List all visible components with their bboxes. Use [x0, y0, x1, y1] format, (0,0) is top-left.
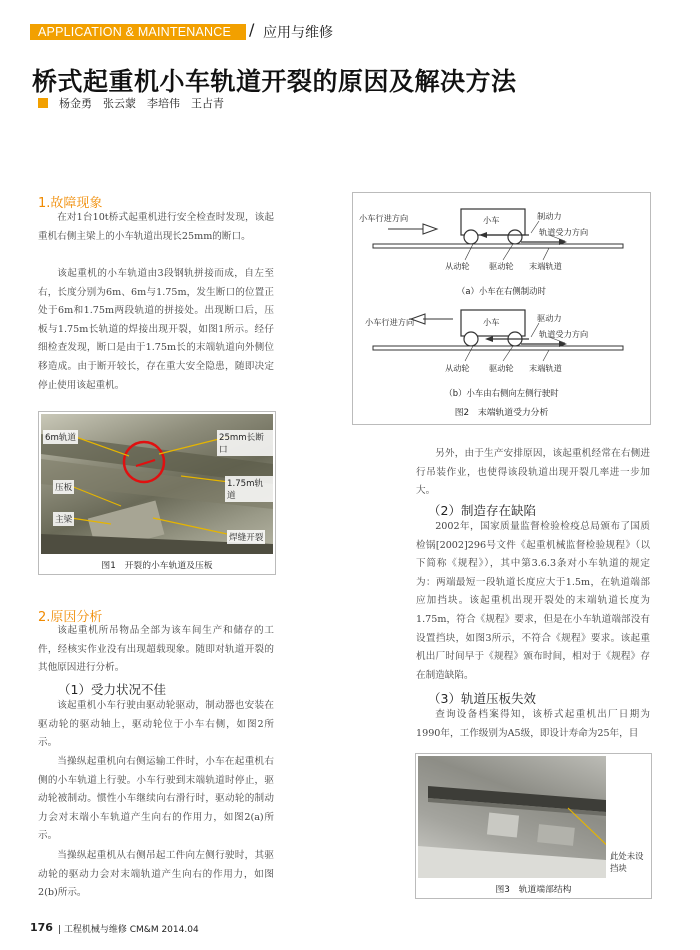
figure3-label: 此处未设挡块 [610, 851, 644, 873]
fig2b-caption: （b）小车由右侧向左侧行驶时 [444, 388, 559, 398]
subsection1-heading: （1）受力状况不佳 [58, 682, 166, 697]
section2-paragraph1: 该起重机所吊物品全部为该车间生产和储存的工件，经核实作业没有出现超载现象。随即对轨道开裂的其他原因进行分析。 [38, 625, 274, 674]
right-paragraph3: 查询设备档案得知，该桥式起重机出厂日期为1990年，工作级别为A5级，即设计寿命为25年，目 [416, 709, 650, 739]
article-title: 桥式起重机小车轨道开裂的原因及解决方法 [32, 67, 517, 96]
fig2b-drive-wheel: 驱动轮 [489, 363, 514, 373]
figure2-caption: 图2 末端轨道受力分析 [454, 408, 549, 418]
header-chinese: 应用与维修 [263, 25, 333, 41]
fig2a-direction: 小车行进方向 [359, 213, 409, 223]
figure3-caption: 图3 轨道端部结构 [495, 885, 572, 895]
subsection2-heading: （2）制造存在缺陷 [428, 503, 536, 518]
section2-heading: 2.原因分析 [38, 610, 103, 625]
section2-paragraph2: 该起重机小车行驶由驱动轮驱动，制动器也安装在驱动轮的驱动轴上，驱动轮位于小车右侧，如图2所示。 [38, 700, 274, 749]
fig2b-force: 驱动力 [537, 313, 562, 323]
fig2a-driven-wheel: 从动轮 [445, 261, 470, 271]
section1-paragraph2: 该起重机的小车轨道由3段钢轨拼接而成，自左至右，长度分别为6m、6m与1.75m，发生断口的位置正处于6m和1.75m两段轨道的拼接处。出现断口后，压板与1.75m长轨道的焊接出现开裂，如图1所示。经仔细检查发现，断口是由于1.75m长的末端轨道向外侧位移造成。由于断开较长，存在重大安全隐患，随即决定停止使用该起重机。 [38, 268, 274, 391]
page-number: 176 [30, 921, 53, 934]
authors: 杨金勇 张云蒙 李培伟 王占青 [59, 97, 224, 110]
label-weld: 焊缝开裂 [227, 530, 265, 544]
label-girder: 主梁 [53, 512, 74, 526]
fig2a-car: 小车 [483, 215, 500, 225]
fig2b-car: 小车 [483, 317, 500, 327]
figure1-caption: 图1 开裂的小车轨道及压板 [101, 561, 213, 571]
fig2b-end-rail: 末端轨道 [529, 363, 562, 373]
figure1-photo [41, 414, 273, 554]
figure3-photo [418, 756, 606, 878]
label-break: 25mm长断口 [217, 430, 273, 456]
section1-heading: 1.故障现象 [38, 196, 103, 211]
footer-journal: | 工程机械与维修 CM&M 2014.04 [58, 925, 199, 935]
fig2a-drive-wheel: 驱动轮 [489, 261, 514, 271]
section2-paragraph4: 当操纵起重机从右侧吊起工件向左侧行驶时，其驱动轮的驱动力会对末端轨道产生向右的作用力，如图2(b)所示。 [38, 850, 274, 899]
figure2 [352, 192, 651, 425]
section1-paragraph1: 在对1台10t桥式起重机进行安全检查时发现，该起重机右侧主梁上的小车轨道出现长25mm的断口。 [38, 212, 274, 242]
header-slash: / [249, 20, 255, 39]
subsection3-heading: （3）轨道压板失效 [428, 691, 536, 706]
fig2a-caption: （a）小车在右侧制动时 [457, 286, 546, 296]
fig2b-driven-wheel: 从动轮 [445, 363, 470, 373]
fig2b-rail-force: 轨道受力方向 [539, 329, 589, 339]
fig2a-end-rail: 末端轨道 [529, 261, 562, 271]
right-paragraph1: 另外，由于生产安排原因，该起重机经常在右侧进行吊装作业，也使得该段轨道出现开裂几率进一步加大。 [416, 448, 650, 497]
label-175m-rail: 1.75m轨道 [225, 476, 273, 502]
header-english: APPLICATION & MAINTENANCE [38, 25, 231, 39]
label-6m-rail: 6m轨道 [43, 430, 78, 444]
section2-paragraph3: 当操纵起重机向右侧运输工件时，小车在起重机右侧的小车轨道上行驶。小车行驶到末端轨道时停止，驱动轮被制动。惯性小车继续向右滑行时，驱动轮的制动力会对末端小车轨道产生向右的作用力，如图2(a)所示。 [38, 756, 274, 842]
figure1 [38, 411, 276, 575]
figure3-photo-art [418, 756, 606, 878]
fig2a-rail-force: 轨道受力方向 [539, 227, 589, 237]
right-paragraph2: 2002年，国家质量监督检验检疫总局颁布了国质检锅[2002]296号文件《起重机械监督检验规程》（以下简称《规程》），其中第3.6.3条对小车轨道的规定为：两端最短一段轨道长度应大于1.5m，在轨道端部应加挡块。该起重机出现开裂处的末端轨道长度为1.75m，符合《规程》要求，但是在小车轨道端部没有设置挡块，如图3所示，不符合《规程》要求。该起重机出厂时间早于《规程》颁布时间，相对于《规程》存在制造缺陷。 [416, 521, 650, 681]
figure3 [415, 753, 652, 899]
fig2a-force: 制动力 [537, 211, 562, 221]
author-square-icon [38, 98, 48, 108]
label-plate: 压板 [53, 480, 74, 494]
fig2b-direction: 小车行进方向 [365, 317, 415, 327]
